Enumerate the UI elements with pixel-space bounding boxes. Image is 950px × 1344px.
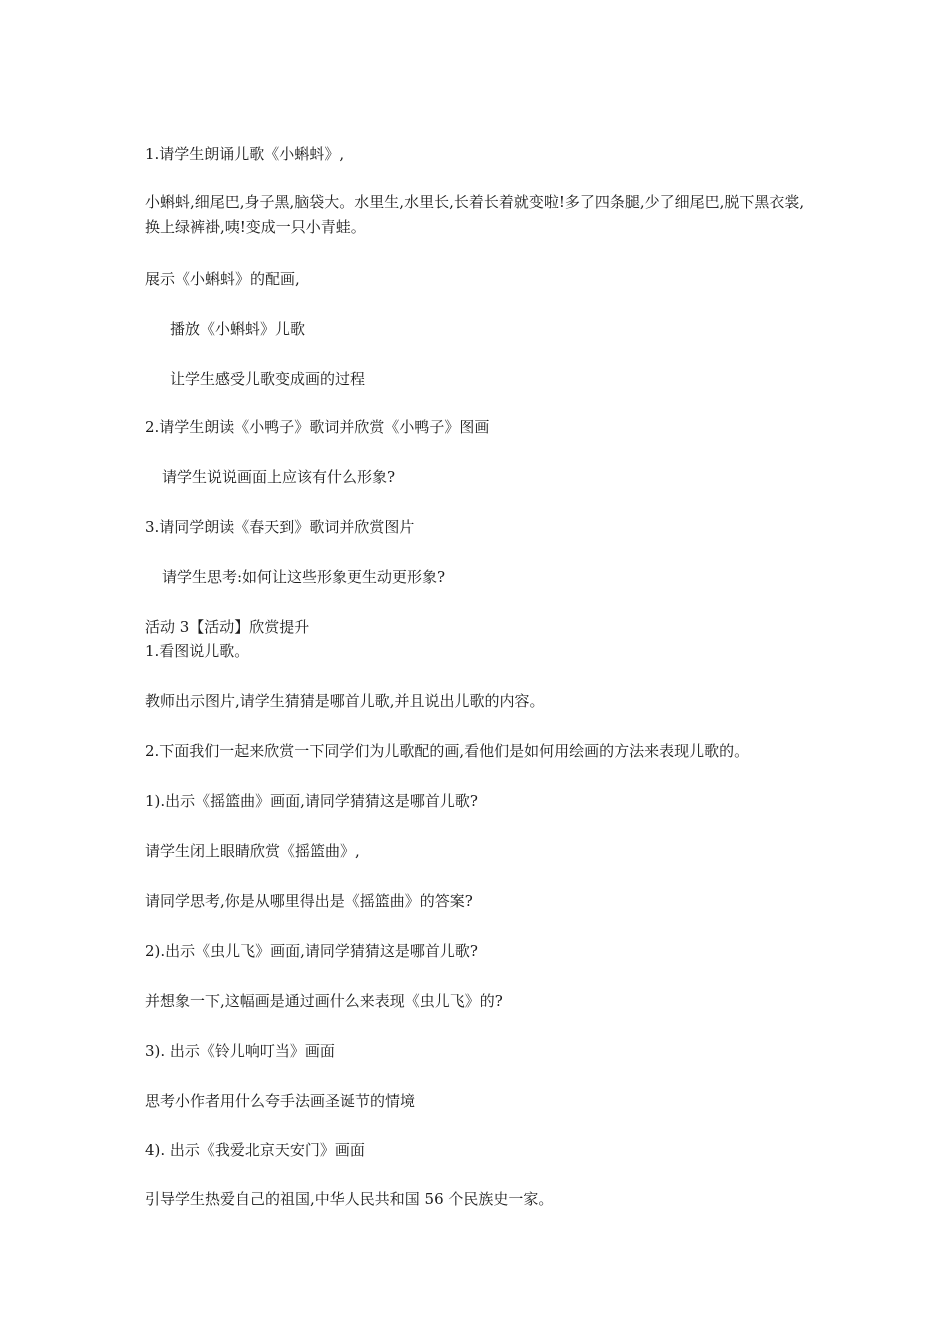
paragraph-show-jingle-bells: 3). 出示《铃儿响叮当》画面 xyxy=(145,1042,335,1060)
paragraph-teacher-shows-picture: 教师出示图片,请学生猜猜是哪首儿歌,并且说出儿歌的内容。 xyxy=(145,692,545,710)
paragraph-show-tadpole-picture: 展示《小蝌蚪》的配画, xyxy=(145,270,300,288)
paragraph-look-and-say: 1.看图说儿歌。 xyxy=(145,642,250,660)
paragraph-play-tadpole-song: 播放《小蝌蚪》儿歌 xyxy=(170,320,306,338)
paragraph-feel-song-to-picture: 让学生感受儿歌变成画的过程 xyxy=(170,370,366,388)
paragraph-close-eyes-lullaby: 请学生闭上眼睛欣赏《摇篮曲》, xyxy=(145,842,360,860)
paragraph-imagine-bugs-fly: 并想象一下,这幅画是通过画什么来表现《虫儿飞》的? xyxy=(145,992,503,1010)
section-heading-activity-3: 活动 3【活动】欣赏提升 xyxy=(145,618,310,636)
paragraph-think-christmas: 思考小作者用什么夸手法画圣诞节的情境 xyxy=(145,1092,416,1110)
paragraph-think-vivid: 请学生思考:如何让这些形象更生动更形象? xyxy=(162,568,446,586)
paragraph-show-lullaby: 1).出示《摇篮曲》画面,请同学猜猜这是哪首儿歌? xyxy=(145,792,478,810)
paragraph-step-1-heading: 1.请学生朗诵儿歌《小蝌蚪》, xyxy=(145,145,345,163)
paragraph-step-3-heading: 3.请同学朗读《春天到》歌词并欣赏图片 xyxy=(145,518,415,536)
paragraph-love-motherland: 引导学生热爱自己的祖国,中华人民共和国 56 个民族史一家。 xyxy=(145,1190,554,1208)
paragraph-show-bugs-fly: 2).出示《虫儿飞》画面,请同学猜猜这是哪首儿歌? xyxy=(145,942,478,960)
paragraph-discuss-images: 请学生说说画面上应该有什么形象? xyxy=(162,468,396,486)
paragraph-show-tiananmen: 4). 出示《我爱北京天安门》画面 xyxy=(145,1141,365,1159)
paragraph-think-lullaby-answer: 请同学思考,你是从哪里得出是《摇篮曲》的答案? xyxy=(145,892,473,910)
paragraph-tadpole-poem: 小蝌蚪,细尾巴,身子黑,脑袋大。水里生,水里长,长着长着就变啦!多了四条腿,少了细尾巴,脱下黑衣裳,换上绿裤褂,咦!变成一只小青蛙。 xyxy=(145,193,805,236)
paragraph-appreciate-student-drawings: 2.下面我们一起来欣赏一下同学们为儿歌配的画,看他们是如何用绘画的方法来表现儿歌的。 xyxy=(145,742,750,760)
paragraph-step-2-heading: 2.请学生朗读《小鸭子》歌词并欣赏《小鸭子》图画 xyxy=(145,418,490,436)
